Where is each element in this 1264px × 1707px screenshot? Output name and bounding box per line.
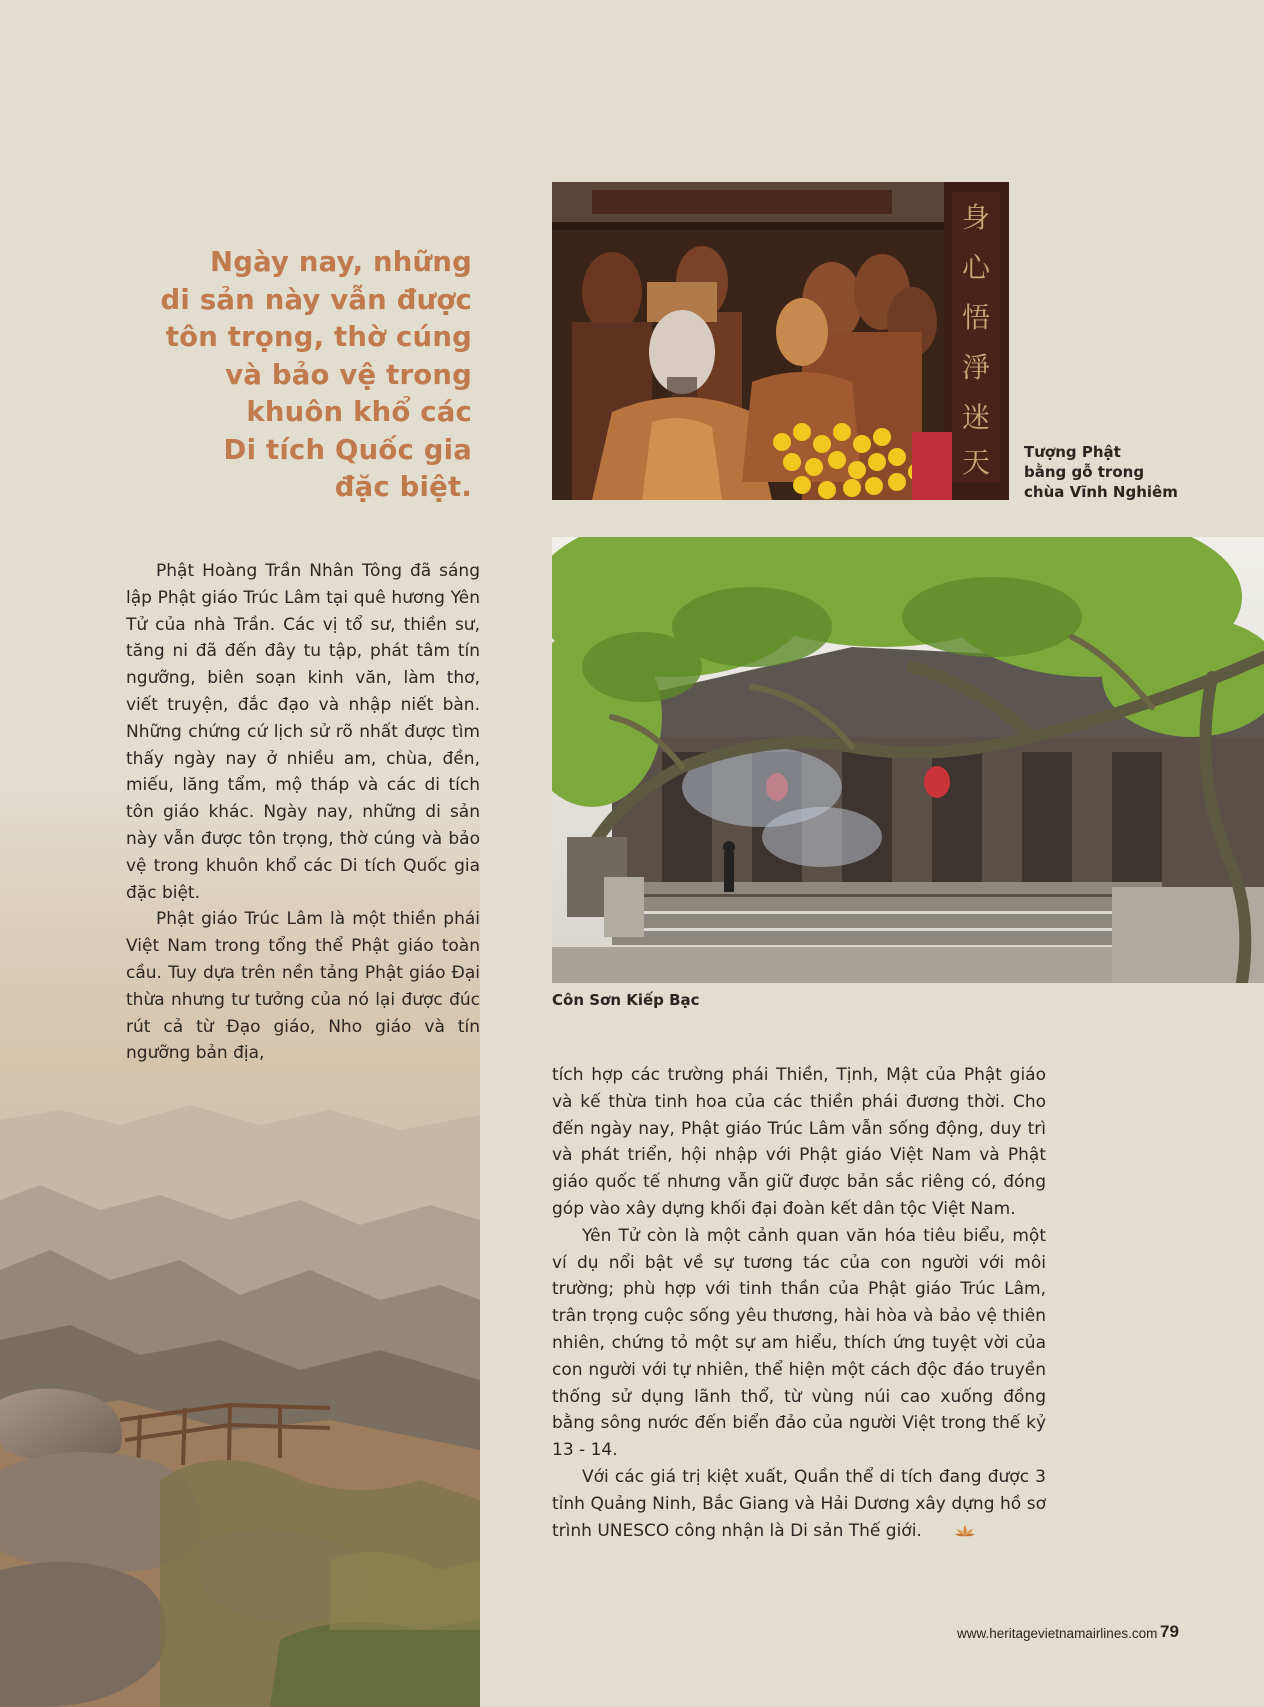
article-paragraph-text: Với các giá trị kiệt xuất, Quần thể di tích đang được 3 tỉnh Quảng Ninh, Bắc Giang và Hải Dương xây dựng hồ sơ trình UNESCO công nhận là Di sản Thế giới. [552, 1466, 1046, 1541]
svg-text:悟: 悟 [962, 301, 991, 334]
footer-website-url: www.heritagevietnamairlines.com [957, 1626, 1158, 1641]
svg-text:淨: 淨 [962, 351, 991, 384]
con-son-temple-photo [552, 537, 1264, 983]
svg-text:迷: 迷 [962, 401, 991, 434]
statue-photo-caption [1024, 442, 1224, 502]
lotus-icon [924, 1520, 976, 1547]
article-paragraph: Yên Tử còn là một cảnh quan văn hóa tiêu biểu, một ví dụ nổi bật về sự tương tác của con người với môi trường; phù hợp với tinh thần của Phật giáo Trúc Lâm, trân trọng cuộc sống yêu thương, hài hòa và bảo vệ thiên nhiên, chứng tỏ một sự am hiểu, thích ứng tuyệt vời của con người với tự nhiên, thể hiện một cách độc đáo truyền thống sử dụng lãnh thổ, từ vùng núi cao xuống đồng bằng sông nước đến biển đảo của người Việt trong thế kỷ 13 - 14. [552, 1225, 1046, 1461]
temple-photo-caption: Côn Sơn Kiếp Bạc [552, 991, 700, 1009]
caption-line: Tượng Phật [1024, 443, 1121, 461]
article-paragraph: tích hợp các trường phái Thiền, Tịnh, Mật của Phật giáo và kế thừa tinh hoa của các thiền phái đương thời. Cho đến ngày nay, Phật giáo Trúc Lâm vẫn sống động, duy trì và phát triển, hội nhập với Phật giáo Việt Nam và Phật giáo quốc tế nhưng vẫn giữ được bản sắc riêng có, đóng góp vào xây dựng khối đại đoàn kết dân tộc Việt Nam. [552, 1065, 1046, 1219]
page-number: 79 [1160, 1622, 1179, 1641]
pull-quote-line: Ngày nay, những [209, 246, 472, 278]
pull-quote-line: Di tích Quốc gia [223, 433, 472, 466]
pull-quote [150, 244, 472, 507]
pull-quote-line: di sản này vẫn được [160, 283, 472, 316]
svg-text:天: 天 [962, 446, 991, 479]
article-paragraph [552, 1464, 1046, 1546]
pull-quote-line: tôn trọng, thờ cúng [165, 321, 472, 353]
article-paragraph: Phật giáo Trúc Lâm là một thiền phái Việt Nam trong tổng thể Phật giáo toàn cầu. Tuy dựa trên nền tảng Phật giáo Đại thừa nhưng tư tưởng của nó lại được đúc rút cả từ Đạo giáo, Nho giáo và tín ngưỡng bản địa, [126, 909, 480, 1064]
pull-quote-line: và bảo vệ trong [225, 358, 472, 391]
left-article-column [126, 558, 480, 1067]
pull-quote-line: khuôn khổ các [246, 396, 472, 428]
wooden-buddha-statue-photo [552, 182, 1009, 500]
caption-line: bằng gỗ trong [1024, 463, 1145, 481]
right-article-column [552, 1062, 1046, 1546]
article-paragraph: Phật Hoàng Trần Nhân Tông đã sáng lập Phật giáo Trúc Lâm tại quê hương Yên Tử của nhà Trần. Các vị tổ sư, thiền sư, tăng ni đã đến đây tu tập, phát tâm tín ngưỡng, biên soạn kinh văn, làm thơ, viết truyện, đắc đạo và nhập niết bàn. Những chứng cứ lịch sử rõ nhất được tìm thấy ngày nay ở nhiều am, chùa, đền, miếu, lăng tẩm, mộ tháp và các di tích tôn giáo khác. Ngày nay, những di sản này vẫn được tôn trọng, thờ cúng và bảo vệ trong khuôn khổ các Di tích Quốc gia đặc biệt. [126, 561, 480, 903]
caption-line: chùa Vĩnh Nghiêm [1024, 483, 1178, 501]
pull-quote-line: đặc biệt. [334, 471, 472, 503]
svg-text:心: 心 [962, 251, 991, 284]
svg-text:身: 身 [962, 201, 991, 234]
